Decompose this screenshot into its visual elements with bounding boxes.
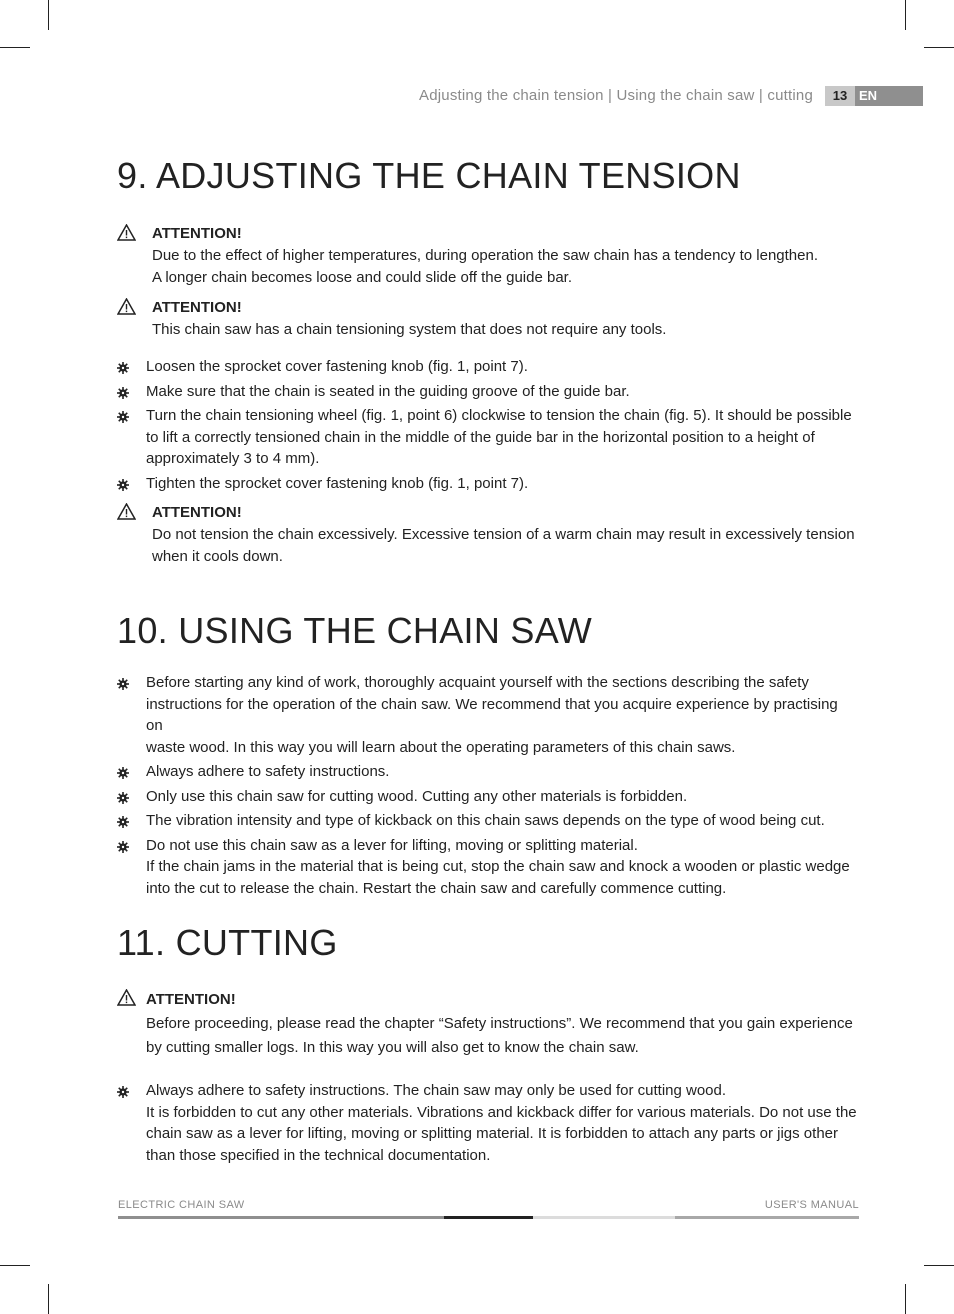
footer-rule: [675, 1216, 859, 1219]
list-item-text: Turn the chain tensioning wheel (fig. 1, point 6) clockwise to tension the chain (fig. 5). It should be possible: [146, 407, 852, 424]
attention-box: [117, 988, 857, 1060]
section-cutting: [117, 922, 857, 964]
attention-label: ATTENTION!: [146, 991, 236, 1008]
list-item: [117, 473, 857, 495]
crop-mark: [0, 1265, 30, 1266]
attention-box: [117, 502, 857, 568]
list-item-text: chain saw as a lever for lifting, moving or splitting material. It is forbidden to attach any parts or jigs other: [146, 1125, 838, 1142]
attention-text: Before proceeding, please read the chapter “Safety instructions”. We recommend that you gain experience: [146, 1015, 853, 1032]
attention-label: ATTENTION!: [152, 299, 242, 316]
crop-mark: [905, 0, 906, 30]
footer-rule: [118, 1216, 444, 1219]
gear-bullet-icon: [117, 813, 129, 835]
warning-triangle-icon: [117, 989, 136, 1006]
warning-triangle-icon: [117, 298, 136, 315]
footer-product: ELECTRIC CHAIN SAW: [118, 1199, 245, 1211]
footer-doc-type: USER'S MANUAL: [764, 1199, 859, 1211]
section-title: 11. CUTTING: [117, 922, 338, 963]
bullet-list: [117, 672, 857, 902]
warning-triangle-icon: [117, 224, 136, 241]
bullet-list: [117, 1080, 857, 1169]
gear-bullet-icon: [117, 384, 129, 406]
list-item-text: Tighten the sprocket cover fastening knob (fig. 1, point 7).: [146, 474, 529, 492]
gear-bullet-icon: [117, 359, 129, 381]
list-item: [117, 381, 857, 403]
gear-bullet-icon: [117, 675, 129, 697]
running-header: [0, 86, 954, 108]
list-item: [117, 761, 857, 783]
list-item: [117, 835, 857, 900]
attention-text: Due to the effect of higher temperatures, during operation the saw chain has a tendency to lengthen.: [152, 247, 818, 264]
footer-rule: [444, 1216, 533, 1219]
list-item-text: Always adhere to safety instructions. The chain saw may only be used for cutting wood.: [146, 1082, 727, 1099]
list-item-text: Only use this chain saw for cutting wood. Cutting any other materials is forbidden.: [146, 787, 688, 805]
crop-mark: [905, 1284, 906, 1314]
crop-mark: [48, 0, 49, 30]
list-item-text: If the chain jams in the material that is being cut, stop the chain saw and knock a wooden or plastic wedge: [146, 858, 850, 875]
running-title: Adjusting the chain tension | Using the chain saw | cutting: [419, 87, 813, 104]
list-item-text: instructions for the operation of the chain saw. We recommend that you acquire experience by practising on: [146, 695, 838, 734]
section-title: 9. ADJUSTING THE CHAIN TENSION: [117, 155, 741, 196]
crop-mark: [48, 1284, 49, 1314]
warning-triangle-icon: [117, 503, 136, 520]
page-number: 13: [825, 86, 855, 106]
list-item: [117, 405, 857, 470]
list-item-text: into the cut to release the chain. Restart the chain saw and carefully commence cutting.: [146, 879, 727, 897]
crop-mark: [924, 1265, 954, 1266]
list-item-text: Before starting any kind of work, thoroughly acquaint yourself with the sections describing the safety: [146, 674, 809, 691]
attention-text: by cutting smaller logs. In this way you will also get to know the chain saw.: [146, 1039, 639, 1056]
footer-rule: [533, 1216, 675, 1219]
attention-text: when it cools down.: [152, 548, 283, 565]
list-item-text: Loosen the sprocket cover fastening knob (fig. 1, point 7).: [146, 358, 528, 375]
list-item-text: Always adhere to safety instructions.: [146, 763, 390, 780]
attention-box: [117, 297, 857, 341]
attention-box: [117, 223, 857, 289]
bullet-list: [117, 356, 857, 497]
list-item-text: Do not use this chain saw as a lever for lifting, moving or splitting material.: [146, 836, 638, 854]
list-item-text: waste wood. In this way you will learn about the operating parameters of this chain saws.: [146, 738, 736, 756]
attention-text: A longer chain becomes loose and could slide off the guide bar.: [152, 269, 573, 286]
gear-bullet-icon: [117, 476, 129, 498]
gear-bullet-icon: [117, 408, 129, 430]
list-item-text: to lift a correctly tensioned chain in the middle of the guide bar in the horizontal position to a height of: [146, 428, 815, 446]
list-item: [117, 1080, 857, 1166]
attention-text: Do not tension the chain excessively. Excessive tension of a warm chain may result in excessively tension: [152, 526, 855, 543]
gear-bullet-icon: [117, 838, 129, 860]
list-item-text: It is forbidden to cut any other materials. Vibrations and kickback differ for various materials. Do not use the: [146, 1103, 857, 1121]
list-item: [117, 356, 857, 378]
list-item-text: than those specified in the technical documentation.: [146, 1146, 491, 1164]
crop-mark: [924, 47, 954, 48]
gear-bullet-icon: [117, 1083, 129, 1105]
section-title: 10. USING THE CHAIN SAW: [117, 610, 592, 651]
language-tag: EN: [855, 86, 923, 106]
gear-bullet-icon: [117, 789, 129, 811]
crop-mark: [0, 47, 30, 48]
list-item-text: approximately 3 to 4 mm).: [146, 450, 320, 467]
section-chain-tension: [117, 155, 857, 197]
attention-label: ATTENTION!: [152, 504, 242, 521]
list-item: [117, 810, 857, 832]
attention-text: This chain saw has a chain tensioning system that does not require any tools.: [152, 321, 667, 338]
attention-label: ATTENTION!: [152, 225, 242, 242]
section-using-chain-saw: [117, 610, 857, 652]
list-item-text: Make sure that the chain is seated in the guiding groove of the guide bar.: [146, 382, 630, 400]
list-item: [117, 672, 857, 758]
list-item: [117, 786, 857, 808]
gear-bullet-icon: [117, 764, 129, 786]
list-item-text: The vibration intensity and type of kickback on this chain saws depends on the type of wood being cut.: [146, 812, 825, 829]
